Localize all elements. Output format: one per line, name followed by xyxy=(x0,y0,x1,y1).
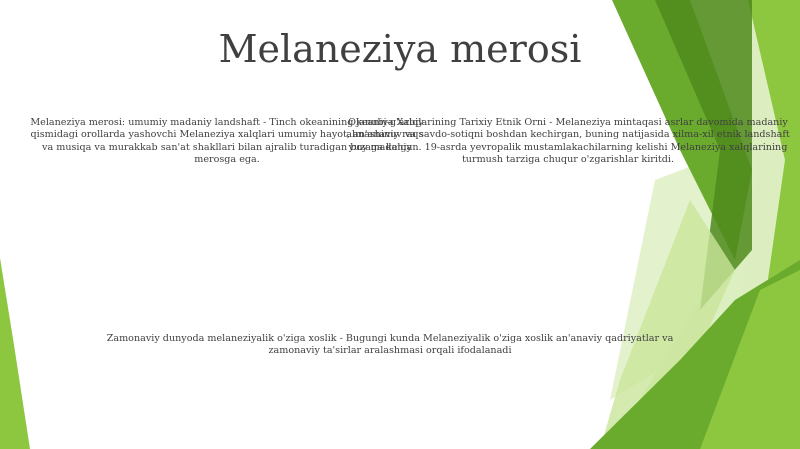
text-block-landscape: Melaneziya merosi: umumiy madaniy landshaft - Tinch okeanining janubi-g'arbiy qismidagi orollarda yashovchi Melaneziya xalqlari umumiy hayot, an'anaviy raqs va musiqa va murakkab san'at shakllari bilan ajralib turadigan boy madaniy merosga ega. xyxy=(30,117,424,166)
left-edge-shape xyxy=(0,258,30,449)
text-block-modern-identity: Zamonaviy dunyoda melaneziyalik o'ziga xoslik - Bugungi kunda Melaneziyalik o'ziga xoslik an'anaviy qadriyatlar va zamonaviy ta'sirlar aralashmasi orqali ifodalanadi xyxy=(106,333,674,357)
text-block-history: Okeaniya Xalqlarining Tarixiy Etnik Orni - Melaneziya mintaqasi asrlar davomida madaniy almashinuv va savdo-sotiqni boshdan kechirgan, buning natijasida xilma-xil etnik landshaft yuzaga kelgan. 19-asrda yevropalik mustamlakachilarning kelishi Melaneziya xalqlarining turmush tarziga chuqur o'zgarishlar kiritdi. xyxy=(346,117,790,166)
slide-title: Melaneziya merosi xyxy=(218,27,582,71)
